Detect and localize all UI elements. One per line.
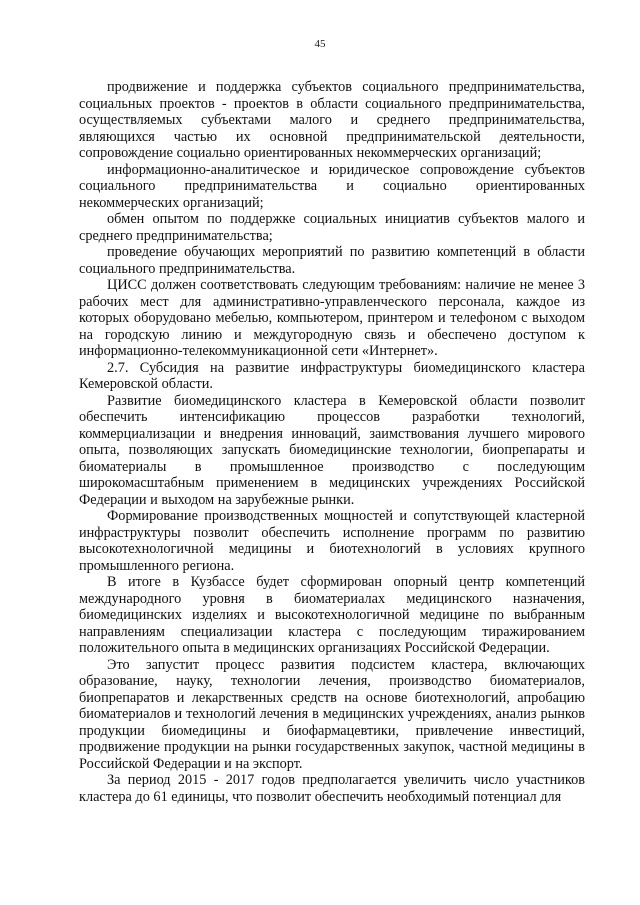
paragraph: проведение обучающих мероприятий по развитию компетенций в области социального предпринимательства. [79, 244, 585, 277]
paragraph: продвижение и поддержка субъектов социального предпринимательства, социальных проектов - проектов в области социального предпринимательства, осуществляемых субъектами малого и среднего предпринимательства, являющихся частью их основной предпринимательской деятельности, сопровождение социально ориентированных некоммерческих организаций; [79, 79, 585, 161]
page-number: 45 [314, 38, 326, 50]
paragraph: Развитие биомедицинского кластера в Кемеровской области позволит обеспечить интенсификацию процессов разработки технологий, коммерциализации и внедрения инноваций, заимствования лучшего мирового опыта, позволяющих запускать биомедицинские технологии, биопрепараты и биоматериалы в промышленное производство с последующим широкомасштабным применением в медицинских учреждениях Российской Федерации и выходом на зарубежные рынки. [79, 392, 585, 508]
paragraph: За период 2015 - 2017 годов предполагается увеличить число участников кластера до 61 единицы, что позволит обеспечить необходимый потенциал для [79, 772, 585, 805]
document-body [79, 79, 585, 805]
section-heading: 2.7. Субсидия на развитие инфраструктуры биомедицинского кластера Кемеровской области. [79, 359, 585, 392]
paragraph: Это запустит процесс развития подсистем кластера, включающих образование, науку, технологии лечения, производство биоматериалов, биопрепаратов и лекарственных средств на основе биотехнологий, апробацию биоматериалов и технологий лечения в медицинских учреждениях, анализ рынков продукции биомедицины и биофармацевтики, привлечение инвестиций, продвижение продукции на рынки государственных закупок, частной медицины в Российской Федерации и на экспорт. [79, 656, 585, 772]
paragraph: обмен опытом по поддержке социальных инициатив субъектов малого и среднего предпринимательства; [79, 211, 585, 244]
paragraph: В итоге в Кузбассе будет сформирован опорный центр компетенций международного уровня в биоматериалах медицинского назначения, биомедицинских изделиях и высокотехнологичной медицине по выбранным направлениям специализации кластера с последующим тиражированием положительного опыта в медицинских организациях Российской Федерации. [79, 574, 585, 656]
paragraph: информационно-аналитическое и юридическое сопровождение субъектов социального предпринимательства и социально ориентированных некоммерческих организаций; [79, 161, 585, 211]
paragraph: Формирование производственных мощностей и сопутствующей кластерной инфраструктуры позволит обеспечить исполнение программ по развитию высокотехнологичной медицины и биотехнологий в условиях крупного промышленного региона. [79, 508, 585, 574]
paragraph: ЦИСС должен соответствовать следующим требованиям: наличие не менее 3 рабочих мест для административно-управленческого персонала, каждое из которых оборудовано мебелью, компьютером, принтером и телефоном с выходом на городскую линию и междугородную связь и обеспечено доступом к информационно-телекоммуникационной сети «Интернет». [79, 277, 585, 359]
